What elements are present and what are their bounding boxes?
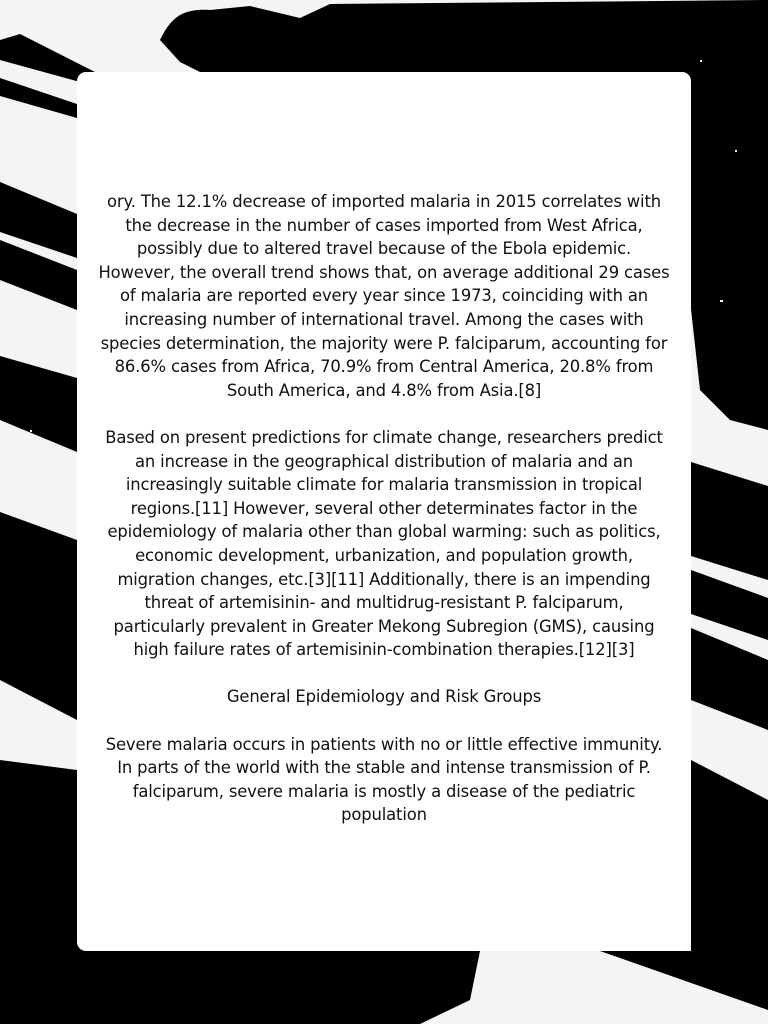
text-line: high failure rates of artemisinin-combination therapies.[12][3] [133,640,635,660]
text-line: an increase in the geographical distribution of malaria and an [134,451,634,471]
text-line: population [341,805,427,825]
brush-stroke-left-3 [0,356,77,452]
text-line: South America, and 4.8% from Asia.[8] [226,380,542,400]
text-line: Severe malaria occurs in patients with no or little effective immunity. [105,734,663,754]
paragraph-imported-malaria [77,190,691,402]
text-line: economic development, urbanization, and population growth, [135,545,633,565]
paragraph-gap [77,402,691,426]
text-line: threat of artemisinin- and multidrug-resistant P. falciparum, [144,593,624,613]
text-line: falciparum, severe malaria is mostly a disease of the pediatric [132,781,636,801]
text-line: increasingly suitable climate for malaria transmission in tropical [125,475,643,495]
paragraph-gap [77,662,691,686]
text-line: ory. The 12.1% decrease of imported malaria in 2015 correlates with [107,192,661,211]
text-line: Based on present predictions for climate change, researchers predict [105,427,663,447]
brush-stroke-right-1 [691,462,768,580]
text-line: In parts of the world with the stable and intense transmission of P. [117,758,651,778]
paragraph-climate-change [77,426,691,662]
brush-stroke-right-3 [691,628,768,730]
brush-stroke-right-2 [691,570,768,640]
text-line: species determination, the majority were P. falciparum, accounting for [100,333,668,353]
brush-stroke-top-left-2 [0,78,77,118]
text-line: regions.[11] However, several other determinates factor in the [130,498,638,518]
text-line: particularly prevalent in Greater Mekong Subregion (GMS), causing [113,616,655,636]
paragraph-gap [77,709,691,733]
paragraph-severe-malaria [77,733,691,827]
text-line: of malaria are reported every year since 1973, coinciding with an [119,286,649,306]
text-line: migration changes, etc.[3][11] Additionally, there is an impending [117,569,651,589]
text-line: possibly due to altered travel because of the Ebola epidemic. [136,239,632,259]
text-line: epidemiology of malaria other than global warming: such as politics, [107,522,661,542]
text-line: increasing number of international travel. Among the cases with [124,309,644,329]
brush-stroke-left-4 [0,512,77,720]
document-card [77,72,691,951]
text-line: However, the overall trend shows that, on average additional 29 cases [98,262,670,282]
section-heading: General Epidemiology and Risk Groups [226,687,542,707]
text-line: 86.6% cases from Africa, 70.9% from Central America, 20.8% from [114,357,654,377]
text-line: the decrease in the number of cases imported from West Africa, [125,215,643,235]
